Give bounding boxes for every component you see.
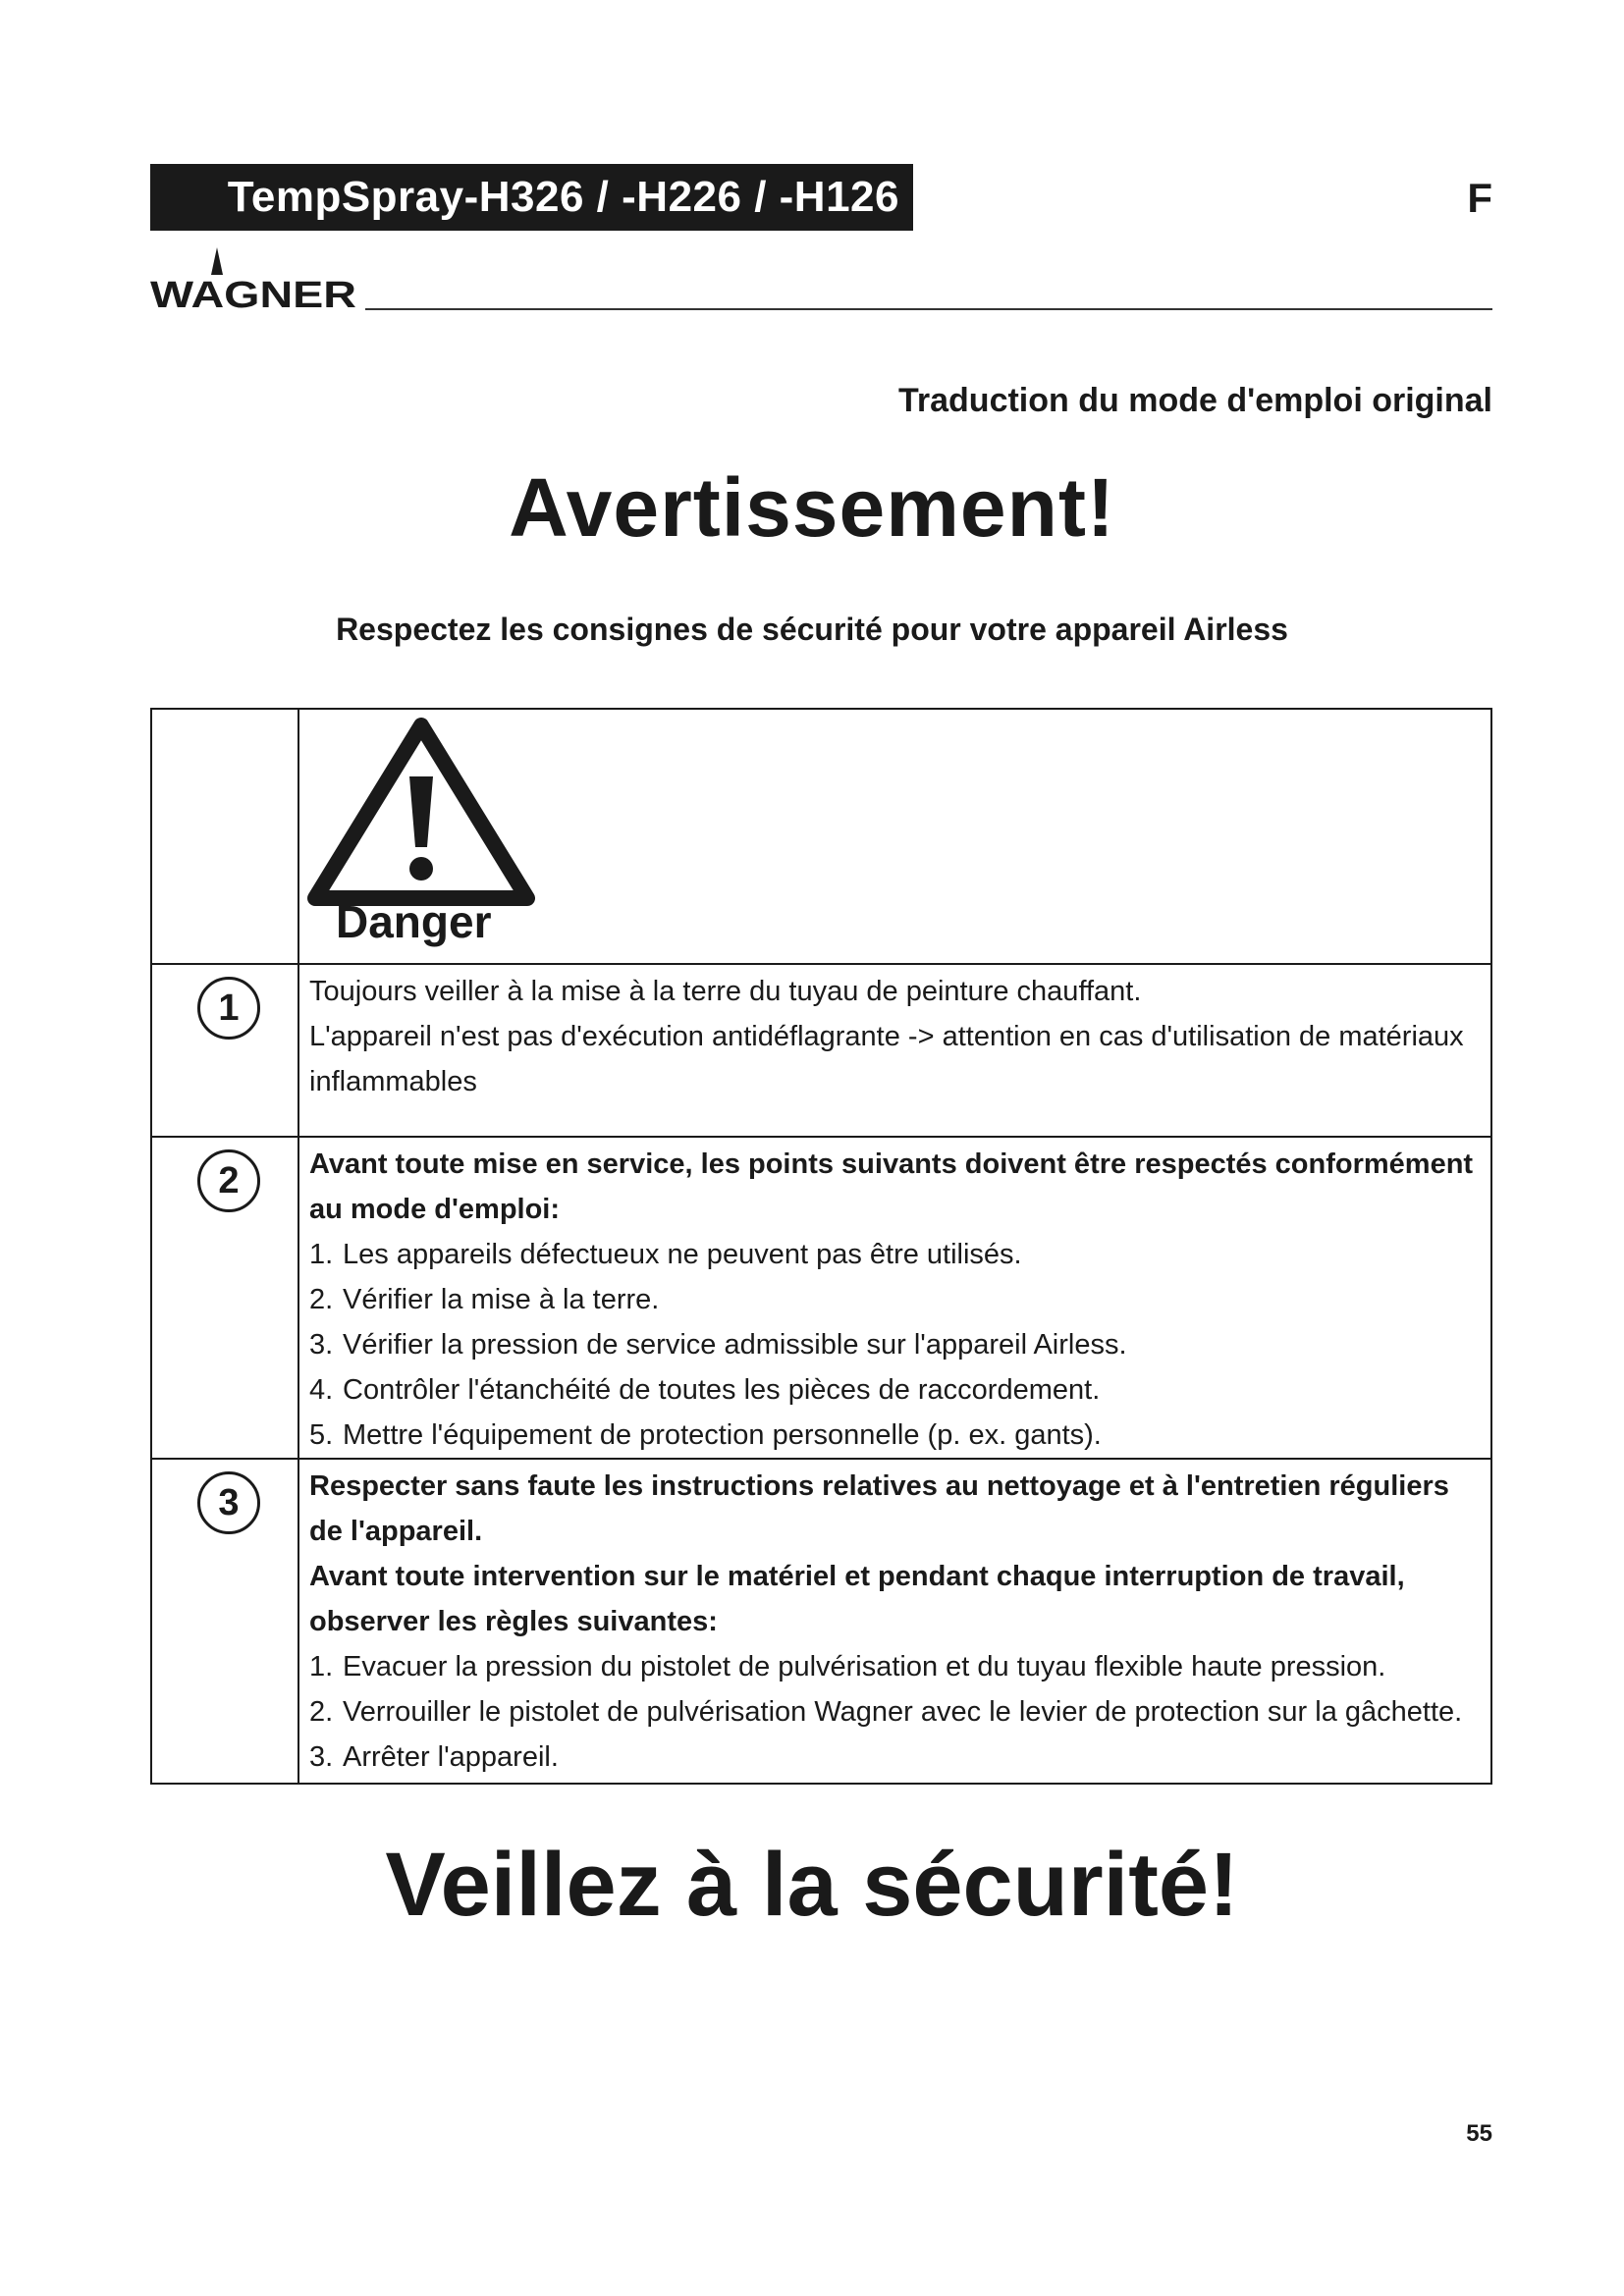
instruction-line: Toujours veiller à la mise à la terre du tuyau de peinture chauffant. — [309, 976, 1142, 1007]
list-item: 2. Vérifier la mise à la terre. — [309, 1284, 660, 1315]
warning-triangle-icon — [307, 718, 535, 908]
empty-number-cell — [151, 709, 298, 964]
circled-number-3: 3 — [197, 1471, 260, 1534]
circled-number-2: 2 — [197, 1149, 260, 1212]
instruction-intro: Respecter sans faute les instructions relatives au nettoyage et à l'entretien réguliers de l'appareil. — [309, 1470, 1449, 1547]
warning-heading: Avertissement! — [509, 461, 1115, 554]
circled-number-1: 1 — [197, 977, 260, 1040]
instruction-cell — [298, 1459, 1491, 1784]
translation-subtitle: Traduction du mode d'emploi original — [898, 382, 1492, 419]
list-item: 1. Evacuer la pression du pistolet de pulvérisation et du tuyau flexible haute pression. — [309, 1651, 1386, 1682]
list-item: 3. Arrêter l'appareil. — [309, 1741, 559, 1773]
language-code: F — [1467, 175, 1492, 221]
list-item: 4. Contrôler l'étanchéité de toutes les pièces de raccordement. — [309, 1374, 1101, 1406]
instruction-cell — [298, 1137, 1491, 1459]
list-item: 1. Les appareils défectueux ne peuvent pas être utilisés. — [309, 1239, 1022, 1270]
brand-name: WAGNER — [150, 275, 356, 310]
danger-label: Danger — [336, 896, 492, 947]
wagner-logo — [150, 245, 358, 310]
instruction-intro: Avant toute mise en service, les points suivants doivent être respectés conformément au mode d'emploi: — [309, 1148, 1474, 1225]
page-number: 55 — [1466, 2120, 1492, 2147]
danger-cell — [298, 709, 1491, 964]
instruction-heading: Respectez les consignes de sécurité pour votre appareil Airless — [336, 612, 1288, 647]
list-item: 3. Vérifier la pression de service admissible sur l'appareil Airless. — [309, 1329, 1127, 1361]
list-item: 5. Mettre l'équipement de protection personnelle (p. ex. gants). — [309, 1419, 1102, 1451]
safety-table — [150, 708, 1492, 1785]
table-row — [151, 1459, 1491, 1784]
header-divider — [365, 308, 1492, 310]
table-row — [151, 1137, 1491, 1459]
list-item: 2. Verrouiller le pistolet de pulvérisation Wagner avec le levier de protection sur la gâchette. — [309, 1696, 1463, 1728]
safety-footer-heading: Veillez à la sécurité! — [385, 1835, 1239, 1935]
table-row-danger — [151, 709, 1491, 964]
instruction-line: L'appareil n'est pas d'exécution antidéflagrante -> attention en cas d'utilisation de matériaux inflammables — [309, 1021, 1464, 1097]
instruction-cell — [298, 964, 1491, 1137]
instruction-intro-2: Avant toute intervention sur le matériel et pendant chaque interruption de travail, observer les règles suivantes: — [309, 1561, 1405, 1637]
model-title: TempSpray-H326 / -H226 / -H126 — [150, 164, 913, 231]
table-row — [151, 964, 1491, 1137]
